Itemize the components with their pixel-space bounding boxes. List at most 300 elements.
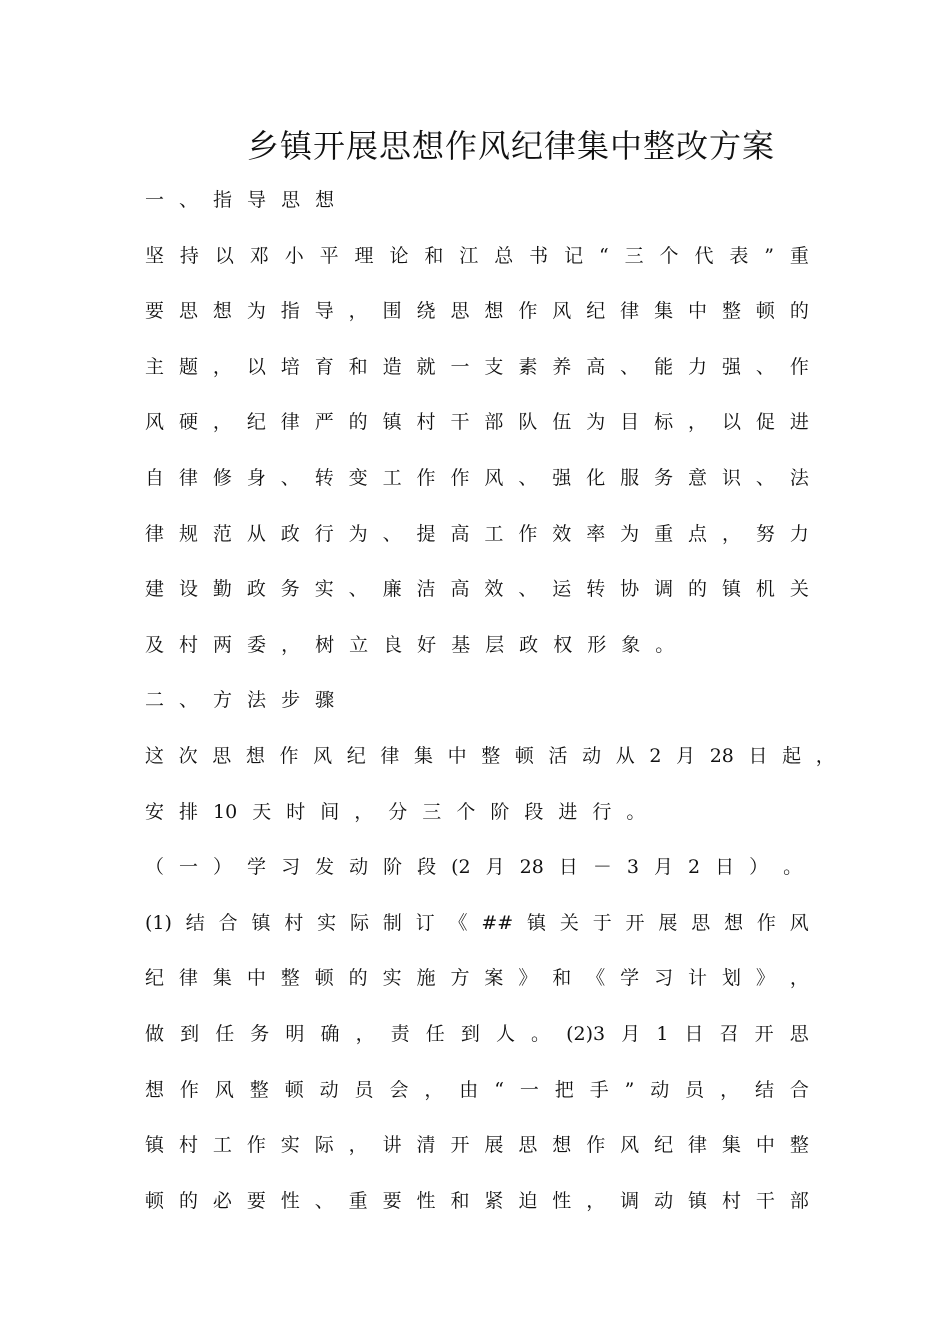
text-glyph: 计 [688, 967, 708, 990]
text-glyph: 学 [247, 856, 267, 879]
text-glyph: 动 [319, 1078, 339, 1101]
text-glyph: 顿 [284, 1078, 304, 1101]
text-glyph: 政 [246, 578, 266, 601]
text-line [145, 627, 809, 683]
text-glyph: 关 [789, 578, 809, 601]
text-glyph: 努 [755, 522, 775, 545]
text-glyph: 强 [552, 466, 572, 489]
text-glyph: 一 [145, 189, 165, 211]
text-glyph: 开 [450, 1134, 470, 1157]
text-line [145, 1127, 809, 1183]
text-glyph: (2 [451, 856, 471, 879]
text-line [145, 516, 809, 572]
text-glyph: 律 [145, 522, 165, 545]
text-glyph: 以 [246, 355, 266, 378]
text-glyph: 修 [212, 466, 232, 489]
text-glyph: 、 [179, 689, 199, 712]
text-glyph: 育 [314, 355, 334, 378]
text-glyph: 月 [676, 744, 696, 767]
text-line [145, 738, 835, 794]
text-glyph: 整 [721, 300, 741, 323]
text-glyph: 一 [519, 1078, 539, 1101]
text-line [145, 293, 809, 349]
text-glyph: 持 [179, 244, 199, 267]
text-glyph: 动 [650, 1078, 670, 1101]
text-glyph: 强 [721, 355, 741, 378]
text-glyph: 一 [450, 355, 470, 378]
text-glyph: 力 [688, 355, 708, 378]
text-glyph: ， [720, 1078, 740, 1101]
text-glyph: 整 [789, 1134, 809, 1157]
text-glyph: 风 [145, 411, 165, 434]
text-glyph: 作 [586, 1134, 606, 1157]
text-glyph: 干 [755, 1189, 775, 1212]
text-glyph: 造 [382, 355, 402, 378]
text-glyph: 思 [178, 300, 198, 323]
text-glyph: 以 [214, 244, 234, 267]
text-glyph: 两 [213, 633, 233, 656]
text-line [145, 1072, 809, 1128]
text-glyph: ， [789, 967, 809, 990]
text-glyph: 务 [654, 466, 674, 489]
text-glyph: 顿 [755, 300, 775, 323]
text-glyph: 律 [688, 1134, 708, 1157]
text-glyph: 层 [485, 633, 505, 656]
text-glyph: 性 [280, 1189, 300, 1212]
text-glyph: 思 [518, 1134, 538, 1157]
text-glyph: 活 [548, 744, 568, 767]
text-glyph: 绕 [416, 300, 436, 323]
text-glyph: 时 [286, 800, 306, 823]
text-glyph: 间 [320, 800, 340, 823]
text-glyph: 协 [620, 578, 640, 601]
text-glyph: 书 [529, 244, 549, 267]
text-glyph: 月 [653, 856, 673, 879]
text-glyph: 素 [518, 355, 538, 378]
text-glyph: 规 [178, 522, 198, 545]
text-glyph: 集 [721, 1134, 741, 1157]
text-glyph: 中 [246, 967, 266, 990]
text-glyph: 的 [789, 300, 809, 323]
text-glyph: 干 [450, 411, 470, 434]
text-glyph: 重 [348, 1189, 368, 1212]
text-glyph: 为 [586, 411, 606, 434]
text-glyph: 镇 [251, 911, 271, 934]
text-glyph: 能 [654, 355, 674, 378]
text-glyph: 月 [485, 856, 505, 879]
text-glyph: 行 [592, 800, 612, 823]
text-glyph: 及 [145, 633, 165, 656]
text-glyph: 务 [280, 578, 300, 601]
text-glyph: 于 [592, 911, 612, 934]
text-glyph: 展 [658, 911, 678, 934]
text-glyph: 进 [789, 411, 809, 434]
text-glyph: 、 [280, 466, 300, 489]
text-glyph: ## [481, 911, 514, 934]
text-glyph: 为 [620, 522, 640, 545]
text-glyph: 效 [552, 522, 572, 545]
text-glyph: 顿 [314, 967, 334, 990]
text-glyph: ， [354, 800, 374, 823]
text-glyph: 三 [624, 244, 644, 267]
text-glyph: 三 [422, 800, 442, 823]
text-glyph: 村 [284, 911, 304, 934]
text-glyph: 制 [382, 911, 402, 934]
text-glyph: 际 [349, 911, 369, 934]
text-glyph: ， [721, 522, 741, 545]
text-glyph: 必 [212, 1189, 232, 1212]
text-glyph: 工 [382, 466, 402, 489]
text-glyph: 实 [314, 578, 334, 601]
text-line [145, 1016, 809, 1072]
text-glyph: 、 [314, 1189, 334, 1212]
text-glyph: 《 [448, 911, 468, 934]
text-glyph: 严 [314, 411, 334, 434]
text-glyph: 顿 [514, 744, 534, 767]
text-glyph: 做 [145, 1022, 165, 1045]
text-glyph: 良 [383, 633, 403, 656]
text-glyph: 作 [518, 300, 538, 323]
text-glyph: 想 [552, 1134, 572, 1157]
text-line [145, 182, 809, 238]
text-glyph: 想 [724, 911, 744, 934]
text-glyph: 实 [382, 967, 402, 990]
text-glyph: 迫 [518, 1189, 538, 1212]
text-glyph: 段 [524, 800, 544, 823]
text-glyph: 顿 [145, 1189, 165, 1212]
text-glyph: 导 [314, 300, 334, 323]
text-glyph: 结 [185, 911, 205, 934]
text-glyph: 纪 [346, 744, 366, 767]
text-glyph: 自 [145, 466, 165, 489]
text-glyph: 记 [564, 244, 584, 267]
text-glyph: 高 [450, 578, 470, 601]
text-glyph: 任 [215, 1022, 235, 1045]
text-glyph: 、 [382, 522, 402, 545]
text-glyph: 次 [178, 744, 198, 767]
text-glyph: 1 [656, 1022, 669, 1045]
text-glyph: 起 [782, 744, 802, 767]
text-glyph: 二 [145, 689, 165, 712]
text-glyph: 风 [620, 1134, 640, 1157]
text-glyph: 廉 [382, 578, 402, 601]
text-glyph: 村 [178, 1134, 198, 1157]
text-glyph: 案 [484, 967, 504, 990]
text-line [145, 571, 809, 627]
text-glyph: 论 [389, 244, 409, 267]
text-glyph: 和 [424, 244, 444, 267]
text-line [145, 960, 809, 1016]
text-glyph: 权 [553, 633, 573, 656]
text-glyph: 风 [789, 911, 809, 934]
document-body [145, 182, 905, 1238]
text-glyph: 想 [315, 189, 335, 211]
text-glyph: 把 [554, 1078, 574, 1101]
text-glyph: 开 [754, 1022, 774, 1045]
text-glyph: 2 [649, 744, 662, 767]
text-glyph: 确 [320, 1022, 340, 1045]
text-glyph: 安 [145, 800, 165, 823]
text-glyph: ” [624, 1078, 635, 1101]
text-glyph: ， [212, 355, 232, 378]
text-line [145, 1183, 809, 1239]
text-glyph: 的 [178, 1189, 198, 1212]
text-glyph: 集 [654, 300, 674, 323]
text-glyph: 员 [354, 1078, 374, 1101]
text-glyph: 重 [654, 522, 674, 545]
text-glyph: 、 [518, 466, 538, 489]
text-glyph: 到 [180, 1022, 200, 1045]
text-glyph: 提 [416, 522, 436, 545]
text-glyph: 清 [416, 1134, 436, 1157]
text-glyph: 点 [688, 522, 708, 545]
text-glyph: 村 [416, 411, 436, 434]
text-glyph: 变 [348, 466, 368, 489]
text-glyph: 风 [484, 466, 504, 489]
text-glyph: 好 [417, 633, 437, 656]
text-glyph: 硬 [178, 411, 198, 434]
text-glyph: 想 [484, 300, 504, 323]
text-glyph: 一 [179, 856, 199, 879]
text-glyph: 》 [755, 967, 775, 990]
text-glyph: 纪 [586, 300, 606, 323]
text-glyph: 方 [213, 689, 233, 712]
text-glyph: 和 [348, 355, 368, 378]
text-glyph: 、 [755, 355, 775, 378]
text-glyph: 镇 [688, 1189, 708, 1212]
text-glyph: 调 [620, 1189, 640, 1212]
text-glyph: 动 [582, 744, 602, 767]
text-glyph: ” [764, 244, 775, 267]
text-glyph: 员 [685, 1078, 705, 1101]
text-glyph: 高 [586, 355, 606, 378]
text-glyph: 立 [349, 633, 369, 656]
text-glyph: 政 [280, 522, 300, 545]
text-glyph: 村 [179, 633, 199, 656]
text-glyph: (1) [145, 911, 172, 934]
text-glyph: 作 [450, 466, 470, 489]
text-glyph: 》 [518, 967, 538, 990]
text-glyph: ， [688, 411, 708, 434]
text-glyph: 中 [688, 300, 708, 323]
text-line [145, 460, 809, 516]
text-glyph: 支 [484, 355, 504, 378]
text-glyph: 习 [654, 967, 674, 990]
text-glyph: “ [598, 244, 609, 267]
text-glyph: 象 [621, 633, 641, 656]
text-glyph: 习 [281, 856, 301, 879]
text-glyph: 表 [729, 244, 749, 267]
text-glyph: 中 [755, 1134, 775, 1157]
text-glyph: 镇 [721, 578, 741, 601]
text-glyph: 律 [178, 967, 198, 990]
text-glyph: 中 [447, 744, 467, 767]
text-glyph: 建 [145, 578, 165, 601]
text-glyph: 10 [213, 800, 238, 823]
text-glyph: 。 [626, 800, 646, 823]
text-glyph: 指 [280, 300, 300, 323]
text-glyph: 日 [748, 744, 768, 767]
text-glyph: 、 [755, 466, 775, 489]
text-glyph: 2 [688, 856, 701, 879]
text-glyph: 和 [552, 967, 572, 990]
text-glyph: 转 [314, 466, 334, 489]
text-glyph: ， [348, 300, 368, 323]
text-glyph: ） [749, 856, 769, 879]
text-glyph: 形 [587, 633, 607, 656]
text-glyph: 想 [145, 1078, 165, 1101]
text-line [145, 905, 809, 961]
text-glyph: 基 [451, 633, 471, 656]
text-glyph: 的 [348, 411, 368, 434]
text-glyph: 阶 [490, 800, 510, 823]
text-glyph: （ [145, 856, 165, 879]
text-glyph: 发 [315, 856, 335, 879]
text-glyph: 法 [247, 689, 267, 712]
text-glyph: 个 [456, 800, 476, 823]
text-glyph: 结 [755, 1078, 775, 1101]
text-glyph: 想 [212, 300, 232, 323]
text-glyph: 题 [178, 355, 198, 378]
text-glyph: 机 [755, 578, 775, 601]
text-glyph: 日 [558, 856, 578, 879]
text-glyph: 重 [789, 244, 809, 267]
text-glyph: 法 [789, 466, 809, 489]
text-glyph: 指 [213, 189, 233, 211]
text-glyph: 合 [218, 911, 238, 934]
text-glyph: 就 [416, 355, 436, 378]
text-glyph: “ [494, 1078, 504, 1101]
text-glyph: 坚 [145, 244, 165, 267]
text-glyph: 任 [425, 1022, 445, 1045]
text-glyph: 促 [755, 411, 775, 434]
text-line [145, 404, 809, 460]
text-glyph: 集 [414, 744, 434, 767]
text-glyph: 整 [280, 967, 300, 990]
text-glyph: ， [424, 1078, 444, 1101]
text-glyph: 、 [620, 355, 640, 378]
text-glyph: 明 [285, 1022, 305, 1045]
text-glyph: 思 [789, 1022, 809, 1045]
text-glyph: 洁 [416, 578, 436, 601]
text-glyph: 。 [655, 633, 675, 656]
text-glyph: 为 [348, 522, 368, 545]
text-glyph: 培 [280, 355, 300, 378]
text-glyph: 律 [380, 744, 400, 767]
text-glyph: 、 [179, 189, 199, 211]
text-glyph: 和 [450, 1189, 470, 1212]
text-glyph: 村 [721, 1189, 741, 1212]
text-glyph: 从 [615, 744, 635, 767]
text-glyph: 实 [317, 911, 337, 934]
text-glyph: 排 [179, 800, 199, 823]
text-glyph: 以 [721, 411, 741, 434]
text-glyph: 从 [246, 522, 266, 545]
text-glyph: 效 [484, 578, 504, 601]
text-glyph: 28 [519, 856, 544, 879]
text-glyph: 工 [212, 1134, 232, 1157]
text-glyph: 导 [247, 189, 267, 211]
text-glyph: 紧 [484, 1189, 504, 1212]
text-glyph: 风 [552, 300, 572, 323]
text-glyph: 3 [626, 856, 639, 879]
text-glyph: 化 [586, 466, 606, 489]
text-glyph: 想 [245, 744, 265, 767]
text-glyph: 学 [620, 967, 640, 990]
text-glyph: 开 [625, 911, 645, 934]
text-glyph: 队 [518, 411, 538, 434]
text-glyph: 意 [688, 466, 708, 489]
text-glyph: 伍 [552, 411, 572, 434]
text-glyph: 身 [246, 466, 266, 489]
text-glyph: 服 [620, 466, 640, 489]
text-glyph: 部 [789, 1189, 809, 1212]
text-glyph: 风 [313, 744, 333, 767]
text-glyph: 行 [314, 522, 334, 545]
text-glyph: 思 [212, 744, 232, 767]
text-glyph: 月 [621, 1022, 641, 1045]
text-glyph: 范 [212, 522, 232, 545]
text-glyph: 思 [281, 189, 301, 211]
text-glyph: 方 [450, 967, 470, 990]
text-glyph: － [592, 856, 612, 879]
text-glyph: 代 [694, 244, 714, 267]
text-glyph: 到 [460, 1022, 480, 1045]
text-line [145, 794, 809, 850]
text-glyph: 由 [459, 1078, 479, 1101]
text-glyph: 28 [709, 744, 734, 767]
text-glyph: 整 [249, 1078, 269, 1101]
text-glyph: 施 [416, 967, 436, 990]
text-glyph: 理 [354, 244, 374, 267]
text-glyph: 展 [484, 1134, 504, 1157]
text-glyph: 《 [586, 967, 606, 990]
text-glyph: 际 [314, 1134, 334, 1157]
text-glyph: 为 [246, 300, 266, 323]
text-glyph: 转 [586, 578, 606, 601]
text-glyph: 整 [481, 744, 501, 767]
text-glyph: 树 [315, 633, 335, 656]
text-glyph: 纪 [246, 411, 266, 434]
text-glyph: 委 [247, 633, 267, 656]
text-glyph: 关 [559, 911, 579, 934]
text-glyph: 律 [280, 411, 300, 434]
document-title: 乡镇开展思想作风纪律集中整改方案 [246, 127, 775, 165]
text-glyph: 召 [719, 1022, 739, 1045]
text-glyph: 政 [519, 633, 539, 656]
text-glyph: 作 [756, 911, 776, 934]
text-glyph: 要 [145, 300, 165, 323]
text-glyph: 作 [416, 466, 436, 489]
text-glyph: 个 [659, 244, 679, 267]
text-glyph: ， [348, 1134, 368, 1157]
text-glyph: 步 [281, 689, 301, 712]
text-glyph: 人 [495, 1022, 515, 1045]
text-glyph: 作 [179, 1078, 199, 1101]
text-glyph: 动 [349, 856, 369, 879]
text-glyph: 划 [721, 967, 741, 990]
text-glyph: 要 [382, 1189, 402, 1212]
text-glyph: ， [212, 411, 232, 434]
text-glyph: 小 [284, 244, 304, 267]
text-line [145, 849, 809, 905]
text-glyph: 。 [531, 1022, 551, 1045]
text-glyph: 识 [721, 466, 741, 489]
text-glyph: 动 [654, 1189, 674, 1212]
text-glyph: 调 [654, 578, 674, 601]
text-glyph: 镇 [382, 411, 402, 434]
text-glyph: 纪 [654, 1134, 674, 1157]
